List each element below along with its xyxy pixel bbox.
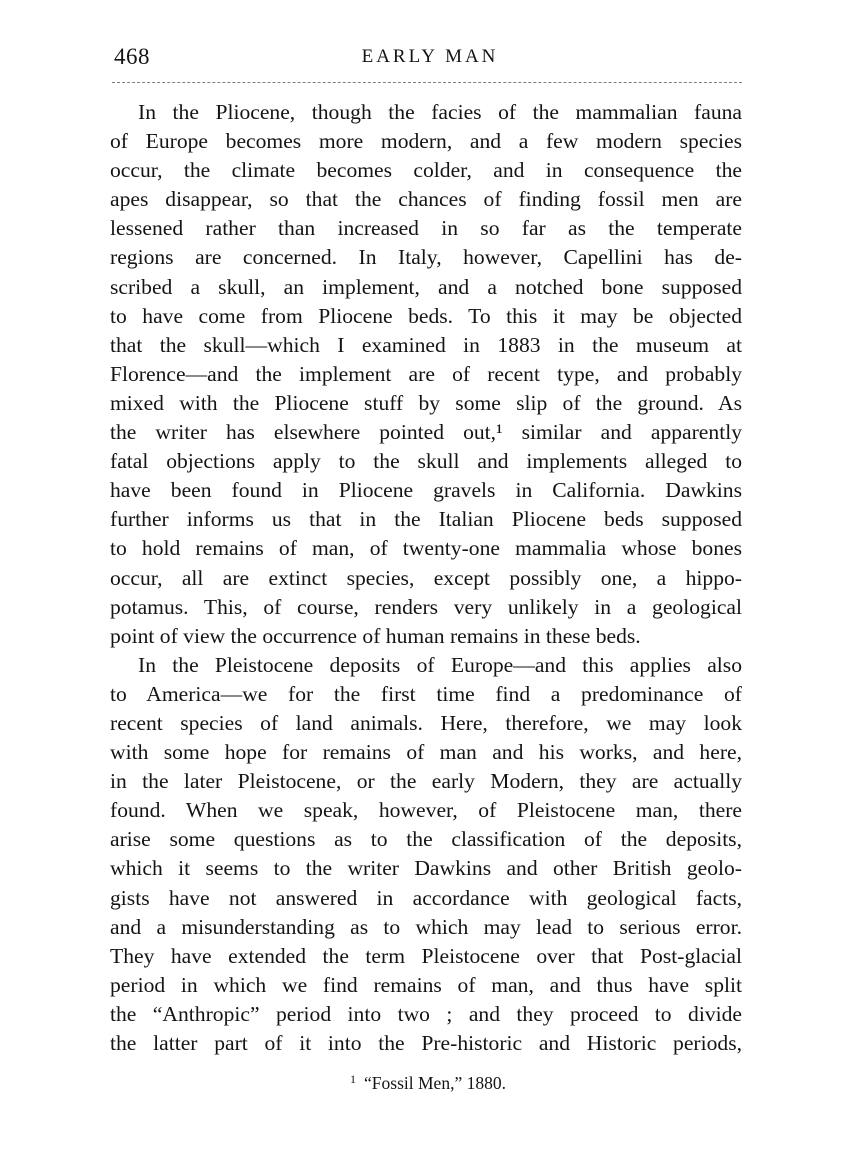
text-line: of Europe becomes more modern, and a few modern species <box>110 129 742 154</box>
text-line: scribed a skull, an implement, and a notched bone supposed <box>110 274 742 299</box>
footnote-marker: 1 <box>350 1072 357 1086</box>
text-line: in the later Pleistocene, or the early Modern, they are actually <box>110 769 742 794</box>
footnote-text: “Fossil Men,” 1880. <box>364 1073 506 1093</box>
text-line: with some hope for remains of man and his works, and here, <box>110 740 742 765</box>
text-line: to have come from Pliocene beds. To this it may be objected <box>110 303 742 328</box>
text-line: period in which we find remains of man, and thus have split <box>110 972 742 997</box>
text-line: potamus. This, of course, renders very unlikely in a geological <box>110 594 742 619</box>
text-line: In the Pliocene, though the facies of the mammalian fauna <box>138 100 742 124</box>
text-line: In the Pleistocene deposits of Europe—and this applies also <box>138 652 742 677</box>
text-line: occur, all are extinct species, except possibly one, a hippo- <box>110 565 742 590</box>
text-line: to America—we for the first time find a predominance of <box>110 681 742 706</box>
text-line: gists have not answered in accordance with geological facts, <box>110 885 742 910</box>
text-line: point of view the occurrence of human remains in these beds. <box>110 623 641 648</box>
paragraph-2 <box>110 651 742 1058</box>
text-line: and a misunderstanding as to which may lead to serious error. <box>110 914 742 939</box>
text-line: Florence—and the implement are of recent type, and probably <box>110 361 742 386</box>
text-line: fatal objections apply to the skull and implements alleged to <box>110 449 742 474</box>
body-text <box>110 98 742 1058</box>
text-line: mixed with the Pliocene stuff by some slip of the ground. As <box>110 390 742 415</box>
text-line: have been found in Pliocene gravels in California. Dawkins <box>110 478 742 503</box>
page-number: 468 <box>114 44 150 69</box>
running-head: EARLY MAN <box>361 46 499 67</box>
text-line: apes disappear, so that the chances of finding fossil men are <box>110 187 742 212</box>
text-line: which it seems to the writer Dawkins and other British geolo- <box>110 856 742 881</box>
text-line: the “Anthropic” period into two ; and they proceed to divide <box>110 1001 742 1026</box>
text-line: further informs us that in the Italian Pliocene beds supposed <box>110 507 742 532</box>
text-line: recent species of land animals. Here, therefore, we may look <box>110 710 742 735</box>
text-line: the latter part of it into the Pre-historic and Historic periods, <box>110 1031 742 1055</box>
header-rule <box>112 82 742 83</box>
text-line: found. When we speak, however, of Pleistocene man, there <box>110 798 742 823</box>
text-line: the writer has elsewhere pointed out,¹ similar and apparently <box>110 420 742 445</box>
paragraph-1 <box>110 98 742 651</box>
footnote <box>0 1072 850 1094</box>
text-line: occur, the climate becomes colder, and in consequence the <box>110 158 742 183</box>
text-line: arise some questions as to the classification of the deposits, <box>110 827 742 852</box>
text-line: regions are concerned. In Italy, however, Capellini has de- <box>110 245 742 270</box>
text-line: They have extended the term Pleistocene over that Post-glacial <box>110 943 742 968</box>
text-line: that the skull—which I examined in 1883 in the museum at <box>110 332 742 357</box>
text-line: to hold remains of man, of twenty-one mammalia whose bones <box>110 536 742 561</box>
text-line: lessened rather than increased in so far as the temperate <box>110 216 742 241</box>
